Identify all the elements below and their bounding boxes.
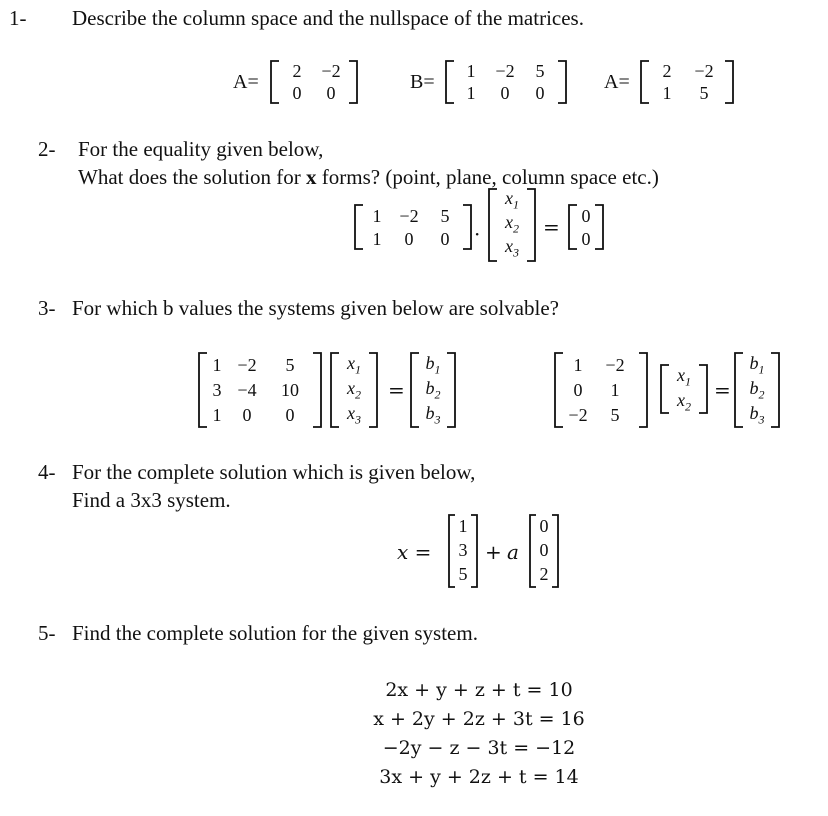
q4-direction-vector — [527, 514, 561, 588]
q2-unknown-vector — [486, 188, 538, 262]
vector-entry-text: $x_3$ — [505, 236, 519, 260]
left-bracket — [443, 60, 455, 104]
vector-entry — [744, 354, 770, 376]
right-bracket — [526, 188, 538, 262]
subscript: 1 — [355, 362, 361, 377]
matrix-cell: −2 — [495, 61, 515, 81]
matrix-cell: 3 — [212, 379, 222, 400]
matrix-cell: −2 — [321, 61, 341, 81]
matrix-cell: 0 — [242, 404, 252, 425]
matrix-cell: −2 — [568, 404, 588, 425]
right-bracket — [446, 352, 458, 428]
matrix-cell: 5 — [285, 354, 295, 375]
subscript: 2 — [355, 387, 361, 402]
right-bracket — [638, 352, 650, 428]
q4-line1: For the complete solution which is given below, — [72, 460, 476, 484]
vector-entry-text: $x_2$ — [505, 212, 519, 236]
vector-entry — [420, 379, 446, 401]
matrix-cell: −2 — [399, 205, 419, 226]
matrix-cell: 0 — [535, 83, 545, 103]
vector-entry: 1 — [458, 516, 468, 536]
left-bracket — [566, 204, 578, 250]
q3-system1-variables — [328, 352, 380, 428]
vector-entry-text: $b_2$ — [425, 377, 441, 402]
subscript: 3 — [434, 412, 441, 427]
q2-line2 — [78, 165, 659, 189]
matrix-cell: 2 — [292, 61, 302, 81]
left-bracket — [658, 364, 670, 414]
left-bracket — [196, 352, 208, 428]
right-bracket — [368, 352, 380, 428]
matrix-cell: 5 — [440, 205, 450, 226]
q2-line2-start: What does the solution for — [78, 165, 307, 189]
q2-rhs-vector — [566, 204, 606, 250]
q2-line2-end: forms? (point, plane, column space etc.) — [316, 165, 659, 189]
q1-matrix1 — [268, 60, 360, 104]
vector-entry — [420, 354, 446, 376]
right-bracket — [698, 364, 710, 414]
right-bracket — [770, 352, 782, 428]
subscript: 3 — [355, 412, 361, 427]
vector-entry-text: $b_2$ — [749, 377, 765, 402]
vector-entry — [498, 237, 526, 259]
matrix-cell: 1 — [372, 228, 382, 249]
q4-line2: Find a 3x3 system. — [72, 488, 231, 512]
subscript: 1 — [434, 362, 441, 377]
left-bracket — [486, 188, 498, 262]
left-bracket — [328, 352, 340, 428]
q1-matrix3-label: A= — [604, 71, 630, 93]
vector-entry-text: $x_2$ — [347, 377, 361, 402]
matrix-cell: 0 — [404, 228, 414, 249]
q1-matrix1-label: A= — [233, 71, 259, 93]
vector-entry — [498, 189, 526, 211]
q3-number: 3- — [38, 296, 56, 320]
vector-entry: 0 — [581, 205, 591, 226]
vector-entry: 3 — [458, 540, 468, 560]
q2-equals: = — [543, 215, 560, 239]
q1-matrix2 — [443, 60, 569, 104]
q4-plus: + — [485, 540, 502, 564]
q3-system2-equals: = — [714, 378, 731, 402]
vector-entry-text: $x_2$ — [677, 389, 691, 414]
vector-entry: 0 — [539, 540, 549, 560]
right-bracket — [724, 60, 736, 104]
left-bracket — [268, 60, 280, 104]
q3-system1-rhs — [408, 352, 458, 428]
matrix-cell: 5 — [610, 404, 620, 425]
q3-system2-matrix — [552, 352, 650, 428]
subscript: 2 — [758, 387, 765, 402]
q5-equation: 2x + y + z + t = 10 — [385, 679, 573, 701]
vector-entry-text: $b_1$ — [425, 352, 441, 377]
q2-line1: For the equality given below, — [78, 137, 324, 161]
right-bracket — [348, 60, 360, 104]
matrix-cell: 1 — [212, 404, 222, 425]
q4-param — [507, 540, 519, 564]
vector-entry: 2 — [539, 564, 549, 584]
q4-lhs-text: x = — [397, 540, 432, 564]
vector-entry-text: $x_1$ — [677, 364, 691, 389]
subscript: 3 — [513, 245, 519, 260]
matrix-cell: −2 — [694, 61, 714, 81]
q5-equation-system — [364, 676, 594, 792]
q3-system2-variables — [658, 364, 710, 414]
vector-entry — [340, 379, 368, 401]
left-bracket — [527, 514, 537, 588]
subscript: 1 — [513, 197, 519, 212]
matrix-cell: 1 — [466, 83, 476, 103]
subscript: 1 — [758, 362, 765, 377]
q5-text: Find the complete solution for the given system. — [72, 621, 478, 645]
q3-text: For which b values the systems given below are solvable? — [72, 296, 559, 320]
vector-entry — [744, 379, 770, 401]
q4-lhs — [397, 540, 431, 564]
q1-matrix2-label: B= — [410, 71, 435, 93]
q5-equation: x + 2y + 2z + 3t = 16 — [373, 708, 585, 730]
q5-number: 5- — [38, 621, 56, 645]
vector-entry-text: $b_3$ — [425, 402, 441, 427]
q5-equation: 3x + y + 2z + t = 14 — [379, 766, 579, 788]
vector-entry — [498, 213, 526, 235]
right-bracket — [312, 352, 324, 428]
matrix-cell: 10 — [281, 379, 299, 400]
right-bracket — [557, 60, 569, 104]
q3-system2-rhs — [732, 352, 782, 428]
vector-entry-text: $b_3$ — [749, 402, 765, 427]
q1-number: 1- — [9, 6, 27, 30]
left-bracket — [552, 352, 564, 428]
subscript: 3 — [758, 412, 765, 427]
vector-entry — [340, 404, 368, 426]
vector-entry — [340, 354, 368, 376]
matrix-cell: 0 — [440, 228, 450, 249]
matrix-cell: −4 — [237, 379, 257, 400]
q2-dot: · — [474, 222, 481, 246]
q4-number: 4- — [38, 460, 56, 484]
q5-equation: −2y − z − 3t = −12 — [382, 737, 576, 759]
matrix-cell: −2 — [605, 354, 625, 375]
right-bracket — [551, 514, 561, 588]
matrix-cell: 0 — [573, 379, 583, 400]
q1-matrix3 — [638, 60, 736, 104]
subscript: 1 — [685, 374, 691, 389]
q2-number: 2- — [38, 137, 56, 161]
vector-entry-text: $b_1$ — [749, 352, 765, 377]
matrix-cell: 1 — [212, 354, 222, 375]
q3-system1-equals: = — [388, 378, 405, 402]
subscript: 2 — [434, 387, 441, 402]
matrix-cell: 1 — [372, 205, 382, 226]
left-bracket — [638, 60, 650, 104]
matrix-cell: 0 — [500, 83, 510, 103]
left-bracket — [352, 204, 364, 250]
q2-bold-x: x — [306, 165, 317, 189]
q4-param-text: a — [507, 540, 519, 564]
q2-coefficient-matrix — [352, 204, 474, 250]
q1-text: Describe the column space and the nullspace of the matrices. — [72, 6, 584, 30]
vector-entry: 5 — [458, 564, 468, 584]
right-bracket — [462, 204, 474, 250]
matrix-cell: 0 — [285, 404, 295, 425]
matrix-cell: 5 — [535, 61, 545, 81]
q3-system1-matrix — [196, 352, 324, 428]
matrix-cell: 0 — [326, 83, 336, 103]
vector-entry: 0 — [539, 516, 549, 536]
matrix-cell: 2 — [662, 61, 672, 81]
vector-entry — [744, 404, 770, 426]
matrix-cell: 1 — [662, 83, 672, 103]
right-bracket — [594, 204, 606, 250]
subscript: 2 — [685, 399, 691, 414]
q4-particular-vector — [446, 514, 480, 588]
matrix-cell: 1 — [466, 61, 476, 81]
right-bracket — [470, 514, 480, 588]
left-bracket — [408, 352, 420, 428]
subscript: 2 — [513, 221, 519, 236]
vector-entry-text: $x_1$ — [347, 352, 361, 377]
matrix-cell: −2 — [237, 354, 257, 375]
left-bracket — [732, 352, 744, 428]
vector-entry — [420, 404, 446, 426]
vector-entry — [670, 391, 698, 413]
vector-entry: 0 — [581, 228, 591, 249]
matrix-cell: 1 — [610, 379, 620, 400]
matrix-cell: 0 — [292, 83, 302, 103]
left-bracket — [446, 514, 456, 588]
matrix-cell: 5 — [699, 83, 709, 103]
vector-entry-text: $x_3$ — [347, 402, 361, 427]
vector-entry — [670, 366, 698, 388]
vector-entry-text: $x_1$ — [505, 188, 519, 212]
matrix-cell: 1 — [573, 354, 583, 375]
